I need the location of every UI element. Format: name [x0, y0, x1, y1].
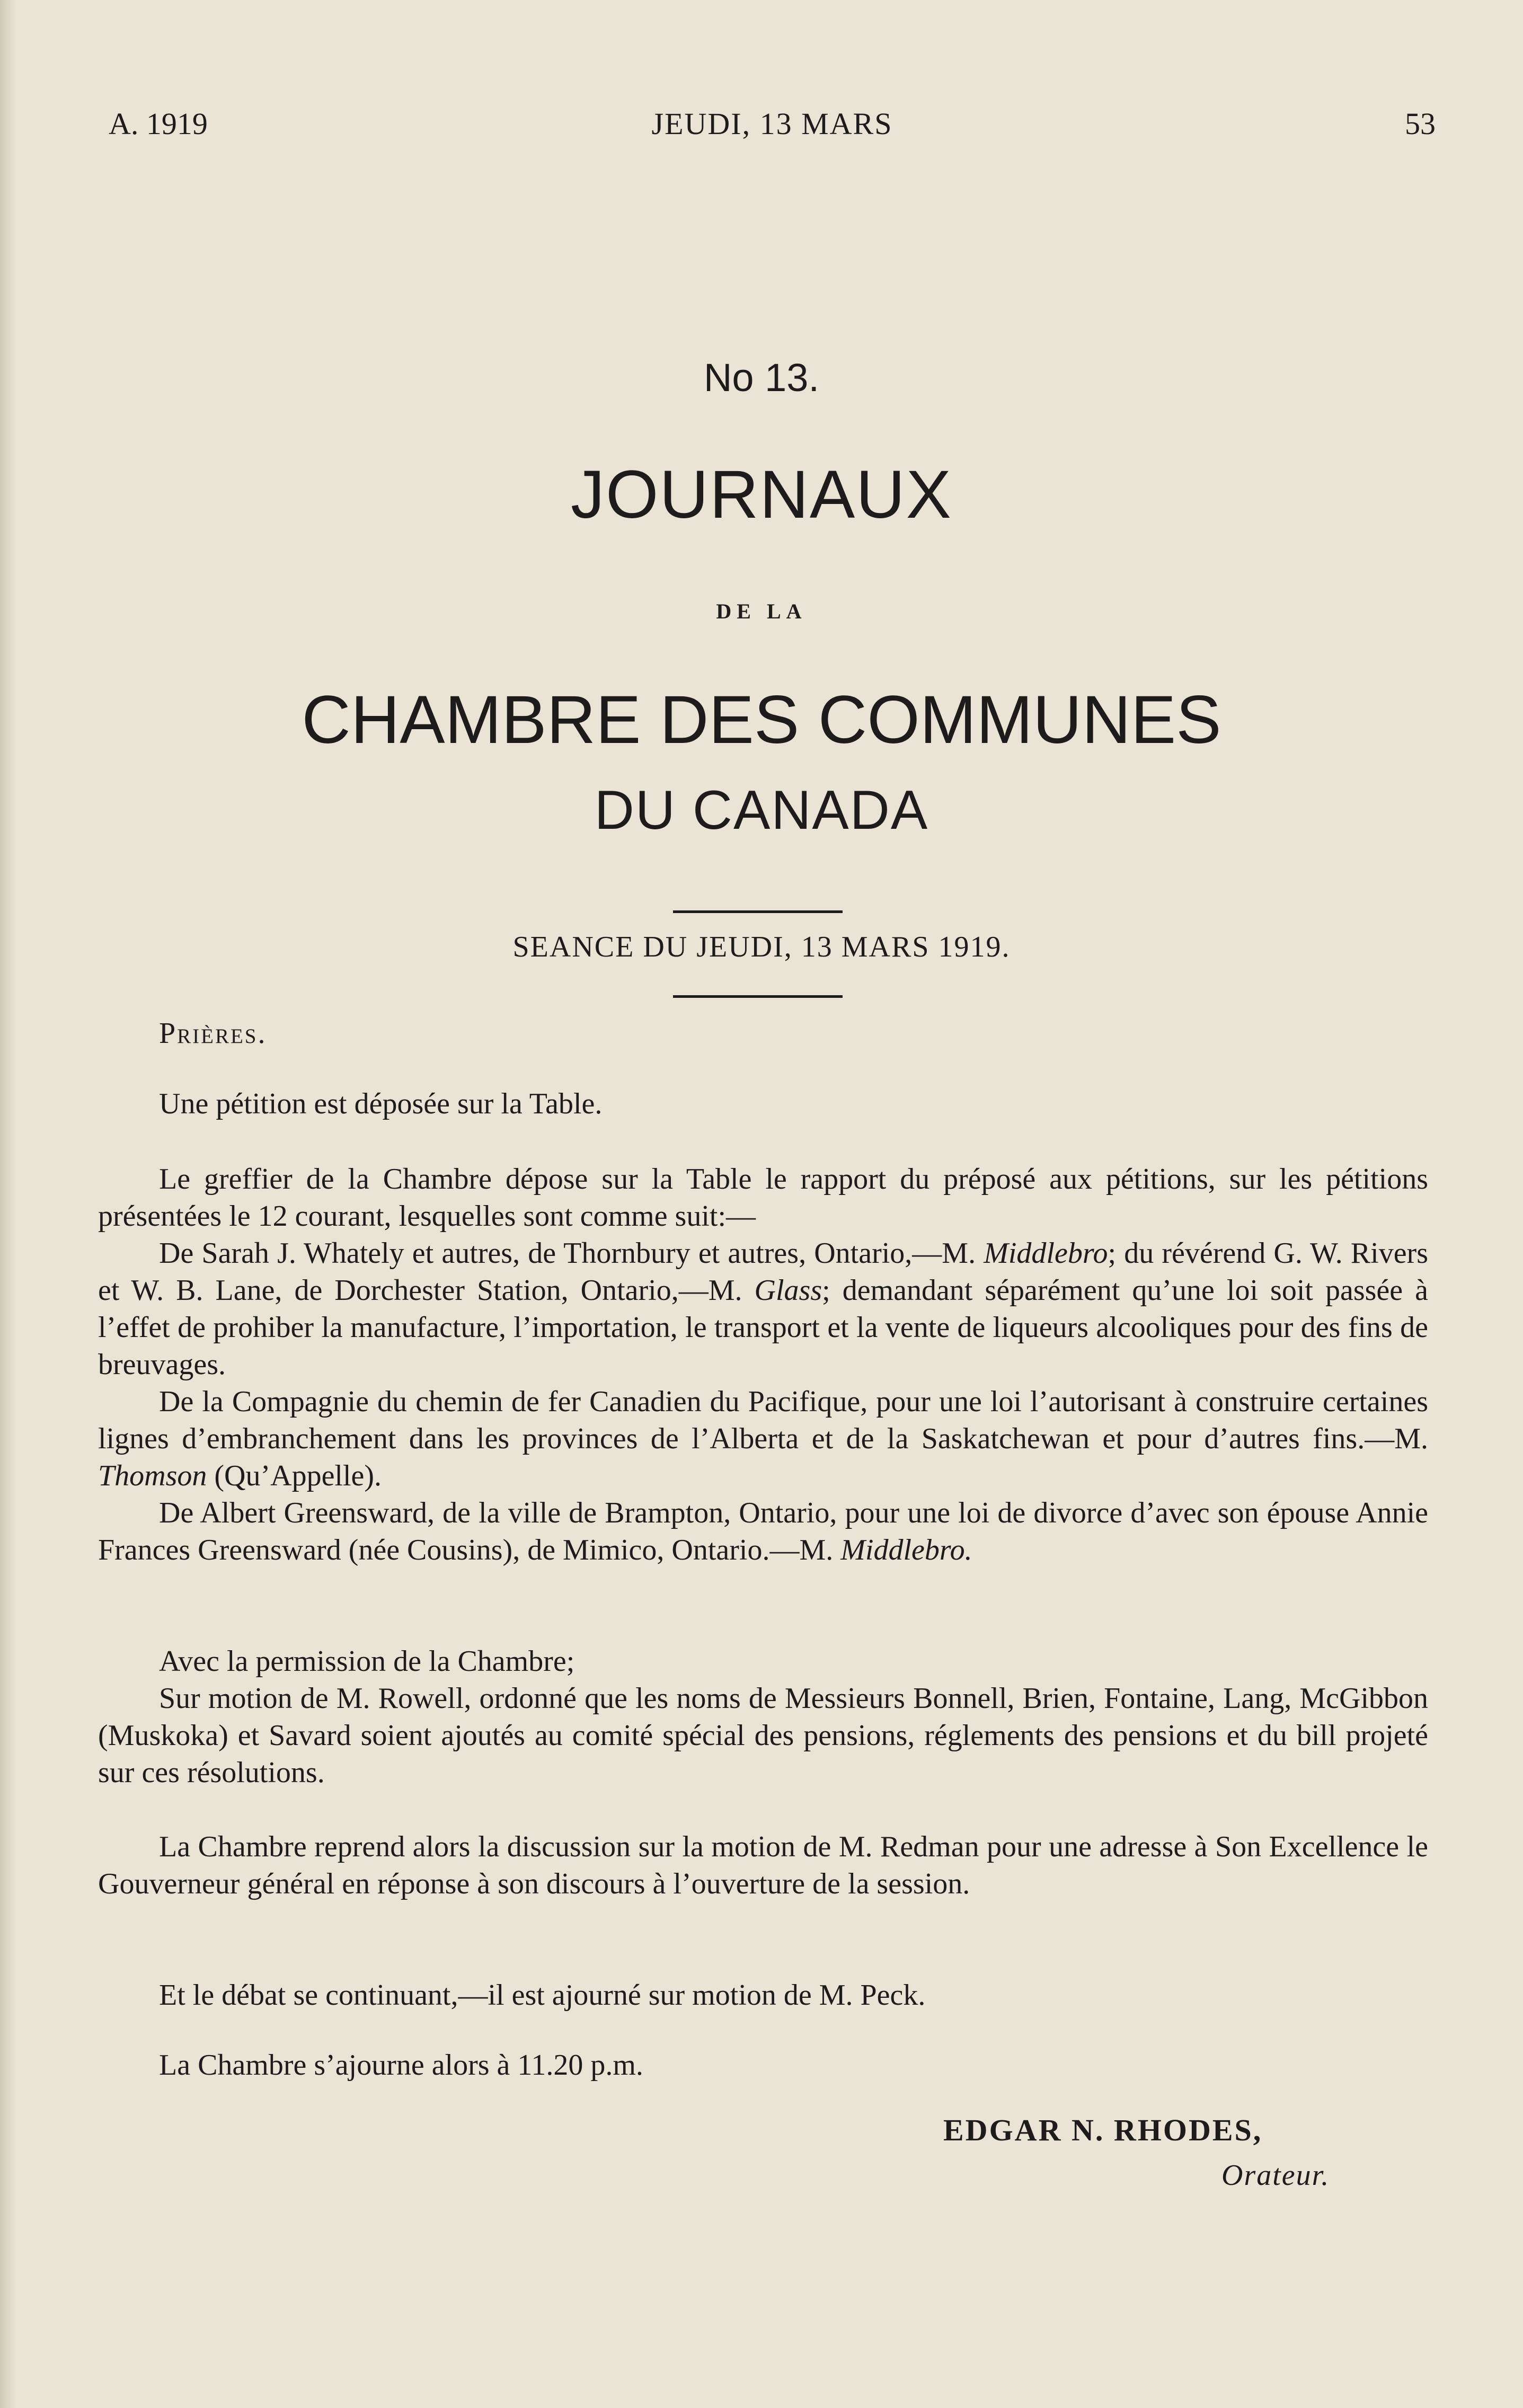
- prayers-paragraph: [98, 1015, 1428, 1052]
- petition-text: Une pétition est déposée sur la Table.: [159, 1087, 603, 1120]
- debate-resumed: La Chambre reprend alors la discussion sur la motion de M. Redman pour une adresse à Son Excellence le Gouverneur général en réponse à son discours à l’ouverture de la session.: [98, 1830, 1428, 1900]
- adjournment-debate: [98, 1977, 1428, 2014]
- bottom-rule: [673, 995, 843, 998]
- debate-adjourned: Et le débat se continuant,—il est ajourné sur motion de M. Peck.: [159, 1979, 926, 2012]
- house-adjourns: La Chambre s’ajourne alors à 11.20 p.m.: [159, 2049, 643, 2082]
- speaker-title: Orateur.: [1221, 2159, 1330, 2192]
- petition-railway: De la Compagnie du chemin de fer Canadien du Pacifique, pour une loi l’autorisant à construire certaines lignes d’embranchement dans les provinces de l’Alberta et de la Saskatchewan et pour d’autres fins.—M. Thomson (Qu’Appelle).: [98, 1385, 1428, 1492]
- adjournment-house: [98, 2047, 1428, 2084]
- committee-motion: [98, 1643, 1428, 1791]
- header-date: JEUDI, 13 MARS: [651, 107, 893, 141]
- prayers: Prières.: [159, 1017, 267, 1050]
- page-number: 53: [1405, 107, 1436, 141]
- member-name: Middlebro: [984, 1237, 1108, 1270]
- title-connector: DE LA: [716, 599, 807, 623]
- chamber-title: CHAMBRE DES COMMUNES: [302, 682, 1221, 758]
- country-title: DU CANADA: [594, 780, 929, 841]
- petition-temperance: De Sarah J. Whately et autres, de Thornbury et autres, Ontario,—M. Middlebro; du révérend G. W. Rivers et W. B. Lane, de Dorchester Station, Ontario,—M. Glass; demandant séparément qu’une loi soit passée à l’effet de prohiber la manufacture, l’importation, le transport et la vente de liqueurs alcooliques pour des fins de breuvages.: [98, 1237, 1428, 1381]
- journal-title: JOURNAUX: [570, 457, 953, 533]
- debate-paragraph: [98, 1828, 1428, 1902]
- issue-number: No 13.: [703, 356, 820, 400]
- member-name: Middlebro.: [840, 1534, 972, 1566]
- permission-text: Avec la permission de la Chambre;: [159, 1645, 575, 1678]
- petition-divorce: De Albert Greensward, de la ville de Brampton, Ontario, pour une loi de divorce d’avec son épouse Annie Frances Greensward (née Cousins), de Mimico, Ontario.—M. Middlebro.: [98, 1497, 1428, 1566]
- session-heading: SEANCE DU JEUDI, 13 MARS 1919.: [512, 931, 1011, 963]
- petitions-report: [98, 1161, 1428, 1569]
- motion-text: Sur motion de M. Rowell, ordonné que les noms de Messieurs Bonnell, Brien, Fontaine, Lang, McGibbon (Muskoka) et Savard soient ajoutés au comité spécial des pensions, réglements des pensions et du bill projeté sur ces résolutions.: [98, 1682, 1428, 1789]
- header-year: A. 1919: [109, 107, 208, 141]
- running-header: [109, 106, 1436, 148]
- member-name: Glass: [754, 1274, 822, 1307]
- member-name: Thomson: [98, 1459, 207, 1492]
- clerk-report-intro: Le greffier de la Chambre dépose sur la Table le rapport du préposé aux pétitions, sur les pétitions présentées le 12 courant, lesquelles sont comme suit:—: [98, 1163, 1428, 1233]
- top-rule: [673, 910, 843, 913]
- speaker-name: EDGAR N. RHODES,: [943, 2113, 1263, 2147]
- petition-paragraph: [98, 1085, 1428, 1122]
